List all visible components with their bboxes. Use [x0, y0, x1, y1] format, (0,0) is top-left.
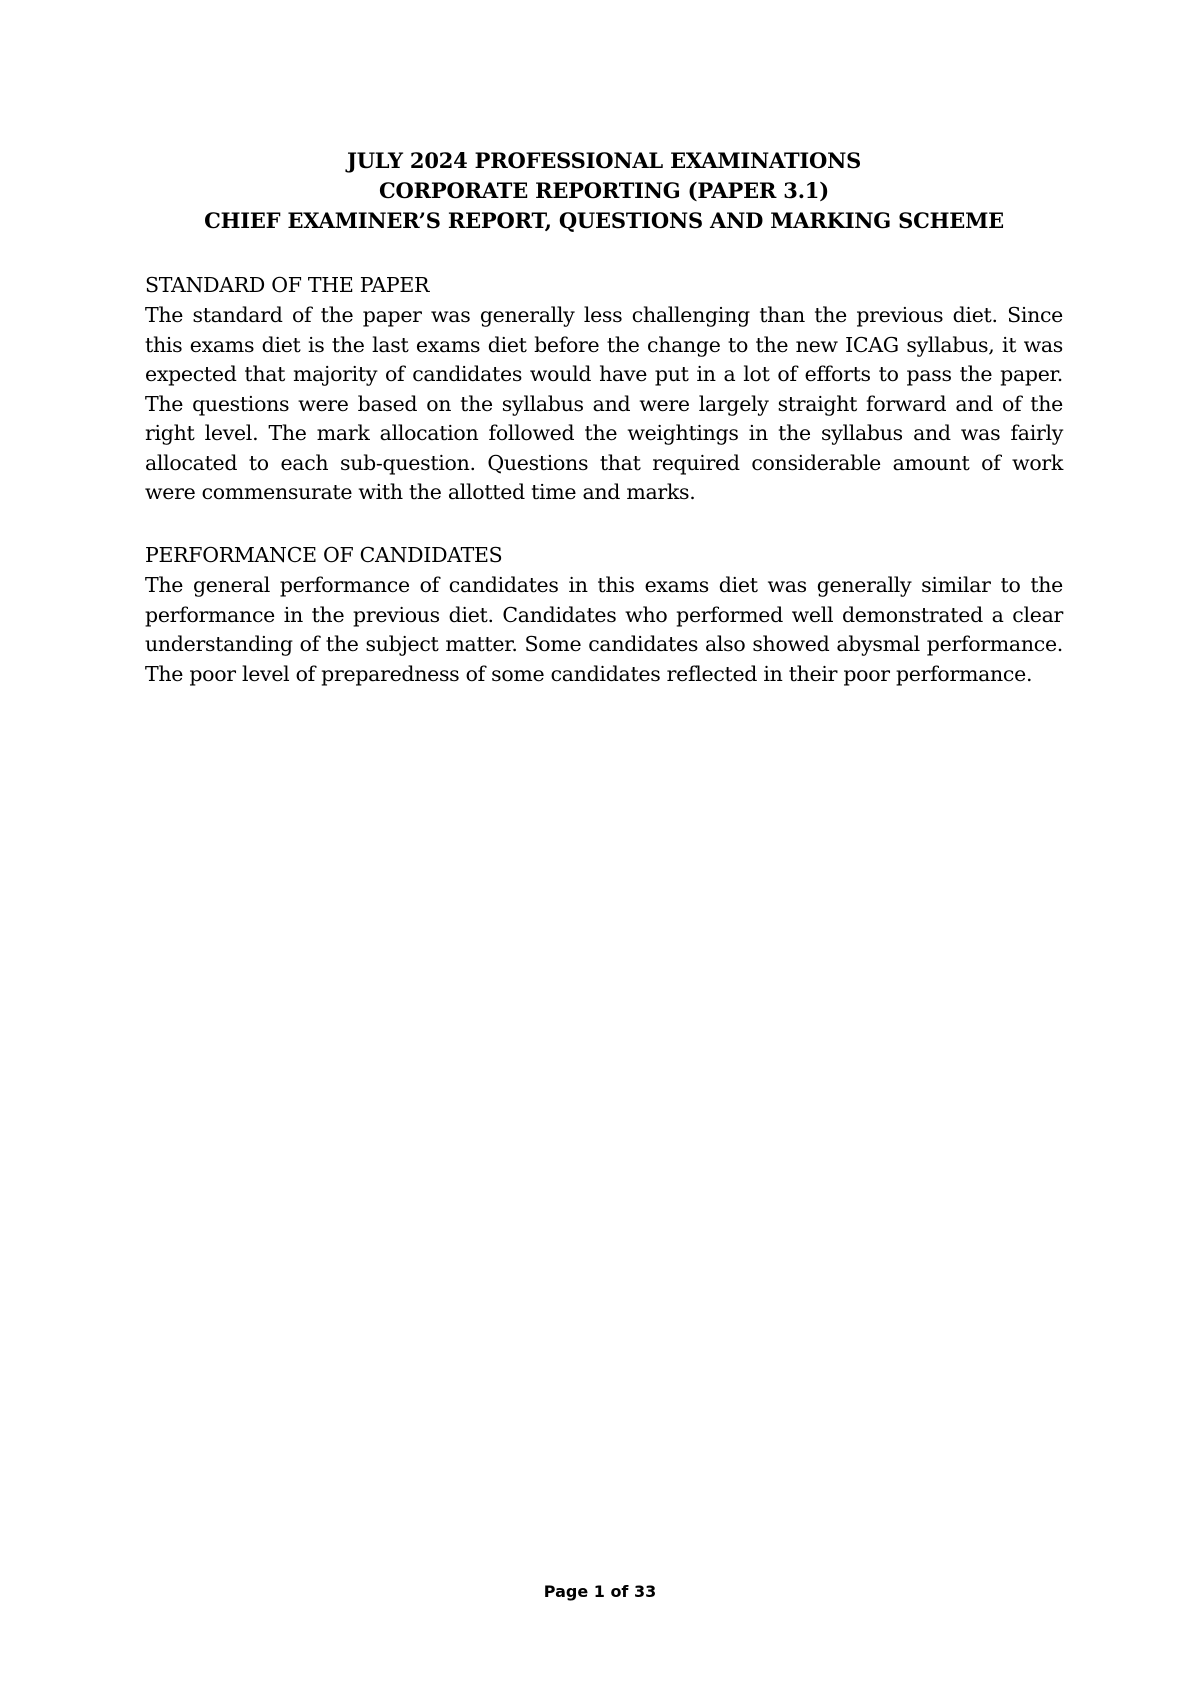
section-body: The standard of the paper was generally less challenging than the previous diet. Since this exams diet is the last exams diet before the change to the new ICAG syllabus, it was expected that majority of candidates would have put in a lot of efforts to pass the paper. The questions were based on the syllabus and were largely straight forward and of the right level. The mark allocation followed the weightings in the syllabus and was fairly allocated to each sub-question. Questions that required considerable amount of work were commensurate with the allotted time and marks.: [145, 303, 1063, 504]
section-standard-of-paper: [145, 270, 1063, 508]
header-report-title: CHIEF EXAMINER’S REPORT, QUESTIONS AND MARKING SCHEME: [204, 208, 1004, 233]
section-performance-of-candidates: [145, 540, 1063, 689]
header-paper-title: CORPORATE REPORTING (PAPER 3.1): [379, 178, 829, 203]
section-heading: PERFORMANCE OF CANDIDATES: [145, 543, 503, 567]
header-exam-title: JULY 2024 PROFESSIONAL EXAMINATIONS: [346, 148, 862, 173]
section-heading: STANDARD OF THE PAPER: [145, 273, 430, 297]
document-header: [145, 146, 1063, 236]
section-body: The general performance of candidates in this exams diet was generally similar to the performance in the previous diet. Candidates who performed well demonstrated a clear understanding of the subject matter. Some candidates also showed abysmal performance. The poor level of preparedness of some candidates reflected in their poor performance.: [145, 573, 1063, 686]
page-number: Page 1 of 33: [543, 1582, 657, 1601]
